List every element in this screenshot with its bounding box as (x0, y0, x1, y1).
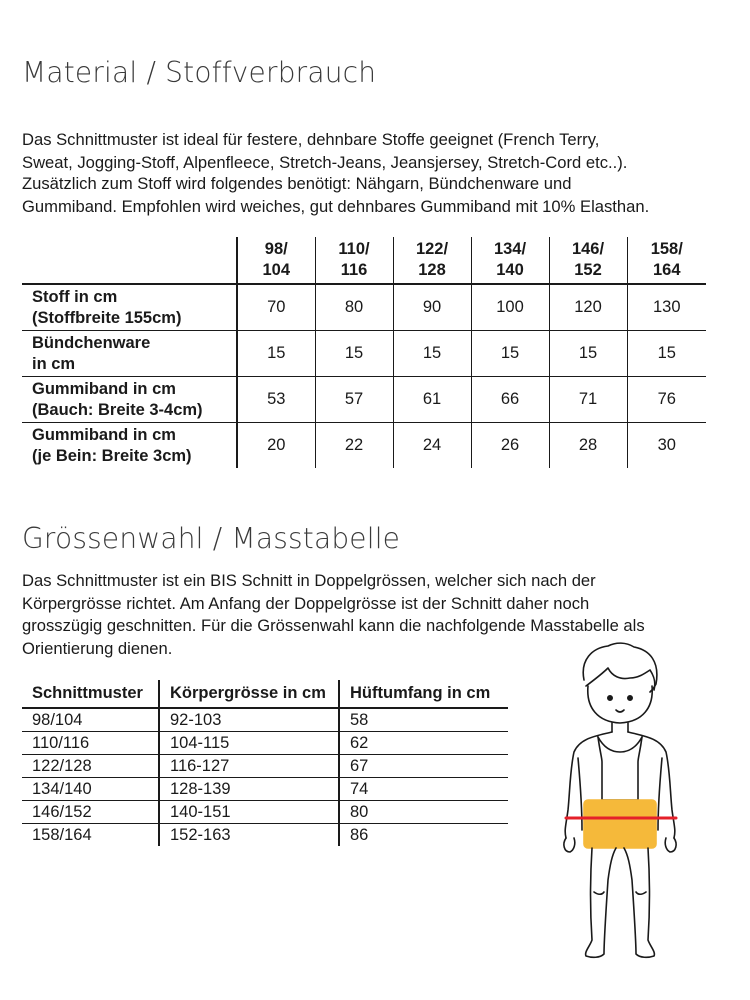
size-column-header: 146/ 152 (549, 237, 627, 284)
hair-fringe (586, 668, 655, 690)
table-cell: 15 (471, 331, 549, 377)
table-cell: 24 (393, 423, 471, 469)
sizing-intro-line-4: Orientierung dienen. (22, 638, 173, 658)
material-intro-line-1: Das Schnittmuster ist ideal für festere, dehnbare Stoffe geeignet (French Terry, (22, 130, 600, 149)
left-eye (608, 696, 612, 700)
table-cell: 74 (339, 778, 508, 801)
table-cell: 28 (549, 423, 627, 469)
column-header-hip: Hüftumfang in cm (339, 680, 508, 708)
table-cell: 76 (627, 377, 706, 423)
face (588, 686, 652, 723)
table-cell: 80 (315, 284, 393, 331)
table-row (22, 423, 706, 469)
table-row (22, 778, 508, 801)
table-cell: 134/140 (22, 778, 159, 801)
table-cell: 146/152 (22, 801, 159, 824)
sizing-intro-line-3: grosszügig geschnitten. Für die Grössenwahl kann die nachfolgende Masstabelle als (22, 616, 645, 635)
row-label: Stoff in cm (Stoffbreite 155cm) (22, 284, 237, 331)
table-cell: 58 (339, 708, 508, 732)
table-cell: 140-151 (159, 801, 339, 824)
size-column-header: 158/ 164 (627, 237, 706, 284)
table-cell: 15 (315, 331, 393, 377)
table-cell: 61 (393, 377, 471, 423)
fabric-usage-table (22, 237, 706, 468)
table-row (22, 824, 508, 847)
sizing-intro-line-1: Das Schnittmuster ist ein BIS Schnitt in Doppelgrössen, welcher sich nach der (22, 571, 596, 590)
size-column-header: 110/ 116 (315, 237, 393, 284)
material-intro (22, 129, 732, 174)
table-cell: 120 (549, 284, 627, 331)
child-figure-illustration (540, 640, 700, 970)
table-cell: 22 (315, 423, 393, 469)
table-header-row (22, 680, 508, 708)
column-header-height: Körpergrösse in cm (159, 680, 339, 708)
shorts (584, 800, 656, 848)
material-extra-line-2: Gummiband. Empfohlen wird weiches, gut dehnbares Gummiband mit 10% Elasthan. (22, 196, 650, 216)
table-cell: 110/116 (22, 732, 159, 755)
table-cell: 20 (237, 423, 315, 469)
right-eye (628, 696, 632, 700)
table-cell: 67 (339, 755, 508, 778)
column-header-pattern: Schnittmuster (22, 680, 159, 708)
table-row (22, 377, 706, 423)
size-column-header: 122/ 128 (393, 237, 471, 284)
table-row (22, 801, 508, 824)
table-cell: 15 (237, 331, 315, 377)
table-row (22, 755, 508, 778)
hair (583, 643, 657, 692)
table-cell: 116-127 (159, 755, 339, 778)
empty-corner-cell (22, 237, 237, 284)
size-column-header: 134/ 140 (471, 237, 549, 284)
material-extra (22, 173, 732, 218)
table-cell: 71 (549, 377, 627, 423)
left-leg (586, 848, 616, 957)
material-extra-line-1: Zusätzlich zum Stoff wird folgendes benötigt: Nähgarn, Bündchenware und (22, 174, 572, 193)
table-cell: 15 (549, 331, 627, 377)
table-cell: 30 (627, 423, 706, 469)
table-cell: 66 (471, 377, 549, 423)
table-cell: 158/164 (32, 826, 92, 844)
table-cell: 122/128 (22, 755, 159, 778)
table-header-row (22, 237, 706, 284)
table-cell: 130 (627, 284, 706, 331)
table-cell: 86 (339, 824, 508, 847)
table-cell: 70 (237, 284, 315, 331)
table-cell: 62 (339, 732, 508, 755)
table-cell: 100 (471, 284, 549, 331)
table-cell: 92-103 (159, 708, 339, 732)
sizing-heading: Grössenwahl / Masstabelle (22, 521, 401, 556)
material-intro-line-2: Sweat, Jogging-Stoff, Alpenfleece, Stretch-Jeans, Jeansjersey, Stretch-Cord etc..). (22, 152, 628, 172)
table-row (22, 284, 706, 331)
table-cell: 15 (393, 331, 471, 377)
right-hand (665, 838, 676, 852)
mouth (616, 710, 624, 712)
table-cell: 104-115 (159, 732, 339, 755)
table-cell: 26 (471, 423, 549, 469)
table-row (22, 331, 706, 377)
row-label: Gummiband in cm (Bauch: Breite 3-4cm) (22, 377, 237, 423)
table-cell: 128-139 (159, 778, 339, 801)
sizing-intro-line-2: Körpergrösse richtet. Am Anfang der Doppelgrösse ist der Schnitt daher noch (22, 593, 590, 613)
material-heading: Material / Stoffverbrauch (22, 55, 377, 90)
size-chart-table (22, 680, 508, 846)
table-cell: 53 (237, 377, 315, 423)
row-label: Bündchenware in cm (22, 331, 237, 377)
table-cell: 152-163 (159, 824, 339, 847)
table-cell: 80 (339, 801, 508, 824)
left-hand (564, 838, 575, 852)
table-cell: 15 (627, 331, 706, 377)
size-column-header: 98/ 104 (237, 237, 315, 284)
table-row (22, 732, 508, 755)
table-cell: 90 (393, 284, 471, 331)
row-label: Gummiband in cm (je Bein: Breite 3cm) (32, 425, 192, 465)
table-row (22, 708, 508, 732)
table-cell: 98/104 (22, 708, 159, 732)
table-cell: 57 (315, 377, 393, 423)
right-leg (624, 848, 654, 957)
